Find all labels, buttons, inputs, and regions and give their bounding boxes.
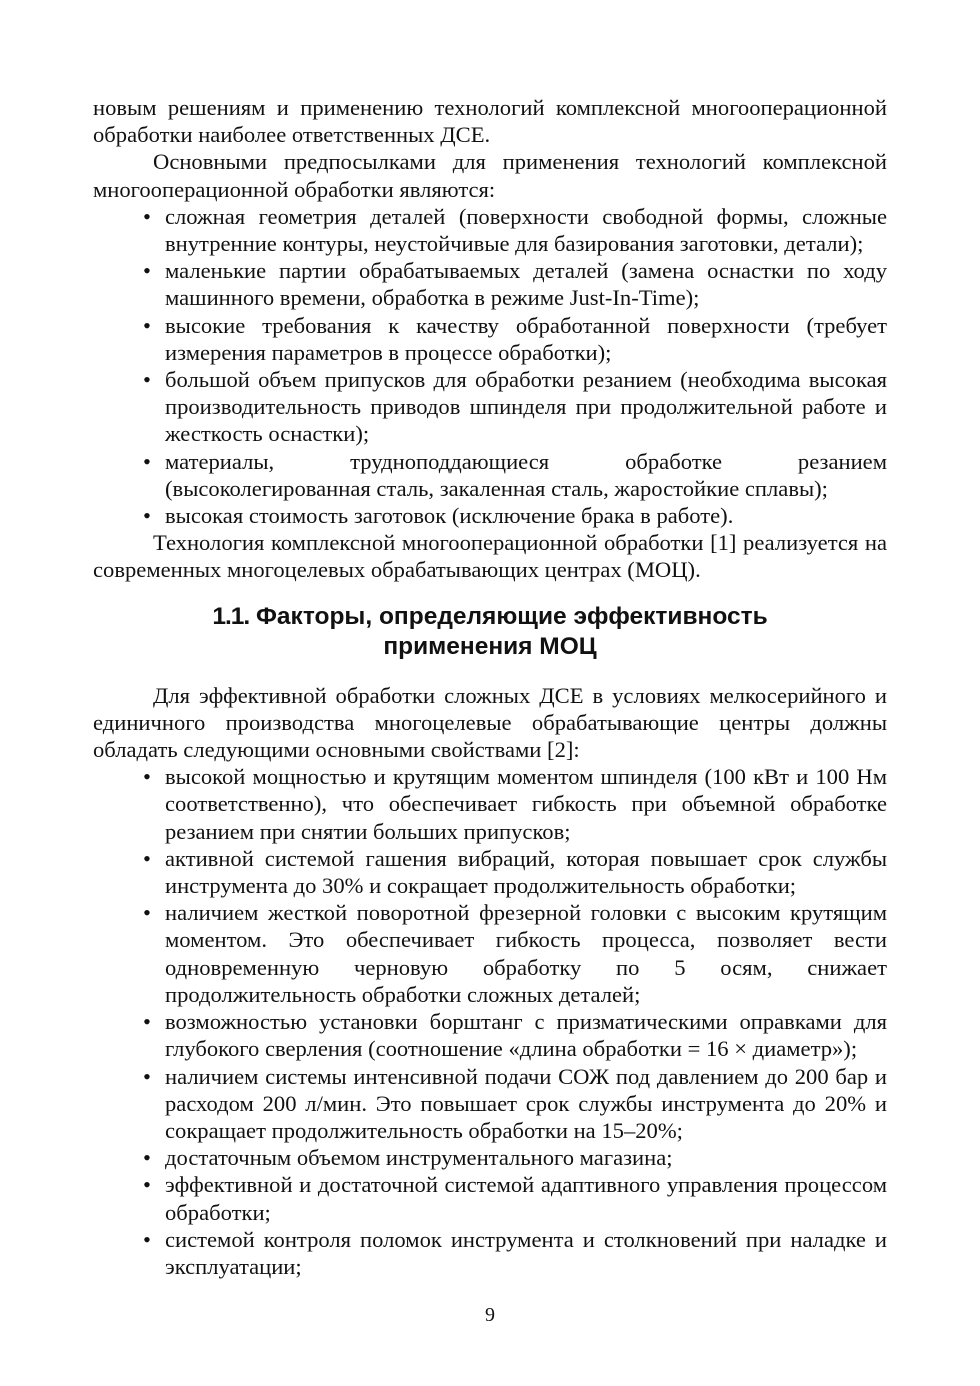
section-title-part1: Факторы, определяющие эффективность — [256, 602, 768, 630]
bullet-icon: • — [143, 258, 151, 284]
section-heading — [93, 602, 887, 662]
list-item — [93, 448, 887, 502]
list-item — [93, 312, 887, 366]
page-content — [93, 94, 887, 1280]
bullet-icon: • — [143, 900, 151, 926]
bullet-icon: • — [143, 845, 151, 871]
list-item-text: наличием системы интенсивной подачи СОЖ под давлением до 200 бар и расходом 200 л/мин. Это повышает срок службы инструмента до 20% и сокращает продолжительность обработки на 15–20%; — [165, 1063, 887, 1143]
list-item-text: наличием жесткой поворотной фрезерной головки с высоким крутящим моментом. Это обеспечивает гибкость процесса, позволяет вести одновременную черновую обработку по 5 осям, снижает продолжительность обработки сложных деталей; — [165, 900, 887, 1007]
section-heading-line1 — [93, 602, 887, 632]
bullet-icon: • — [143, 448, 151, 474]
list-item-text: сложная геометрия деталей (поверхности свободной формы, сложные внутренние контуры, неустойчивые для базирования заготовки, детали); — [165, 203, 887, 257]
list-item — [93, 1008, 887, 1062]
bullet-icon: • — [143, 1063, 151, 1089]
list-item-text: маленькие партии обрабатываемых деталей (замена оснастки по ходу машинного времени, обработка в режиме Just-In-Time); — [165, 258, 887, 311]
list-item — [93, 203, 887, 257]
list-item-text: системой контроля поломок инструмента и столкновений при наладке и эксплуатации; — [165, 1226, 887, 1279]
bullet-icon: • — [143, 1145, 151, 1171]
list-item — [93, 899, 887, 1008]
list-item-text: активной системой гашения вибраций, которая повышает срок службы инструмента до 30% и сокращает продолжительность обработки; — [165, 845, 887, 899]
paragraph-properties-intro: Для эффективной обработки сложных ДСЕ в условиях мелкосерийного и единичного производства многоцелевые обрабатывающие центры должны обладать следующими основными свойствами [2]: — [93, 682, 887, 763]
list-item-text: высокие требования к качеству обработанной поверхности (требует измерения параметров в процессе обработки); — [165, 312, 887, 365]
list-item-text: достаточным объемом инструментального магазина; — [165, 1145, 673, 1171]
list-item — [93, 1063, 887, 1145]
list-item — [93, 845, 887, 899]
paragraph-continuation: новым решениям и применению технологий комплексной многооперационной обработки наиболее ответственных ДСЕ. — [93, 95, 887, 148]
paragraph-technology: Технология комплексной многооперационной обработки [1] реализуется на современных многоцелевых обрабатывающих центрах (МОЦ). — [93, 530, 887, 583]
bullet-icon: • — [143, 312, 151, 338]
list-item — [93, 502, 887, 529]
list-item-text: высокой мощностью и крутящим моментом шпинделя (100 кВт и 100 Нм соответственно), что обеспечивает гибкость при объемной обработке резанием при снятии больших припусков; — [165, 764, 887, 844]
list-item — [93, 257, 887, 311]
list-item-text: возможностью установки борштанг с призматическими оправками для глубокого сверления (соотношение «длина обработки = 16 × диаметр»); — [165, 1009, 887, 1062]
list-item — [93, 366, 887, 448]
bullet-icon: • — [143, 367, 151, 393]
paragraph-preconditions-intro: Основными предпосылками для применения технологий комплексной многооперационной обработки являются: — [93, 149, 887, 202]
bullet-icon: • — [143, 1009, 151, 1035]
list-item — [93, 1144, 887, 1171]
section-number: 1.1. — [212, 602, 250, 630]
list-item-text: материалы, трудноподдающиеся обработке резанием (высоколегированная сталь, закаленная сталь, жаростойкие сплавы); — [165, 448, 887, 501]
bullet-icon: • — [143, 764, 151, 790]
list-item — [93, 1171, 887, 1225]
section-title-part2: применения МОЦ — [383, 632, 597, 660]
bullet-icon: • — [143, 1172, 151, 1198]
bullet-icon: • — [143, 203, 151, 229]
list-item-text: большой объем припусков для обработки резанием (необходима высокая производительность приводов шпинделя при продолжительной работе и жесткость оснастки); — [165, 367, 887, 447]
page-number: 9 — [485, 1304, 495, 1326]
bullet-icon: • — [143, 503, 151, 529]
list-item — [93, 1226, 887, 1280]
bullet-icon: • — [143, 1226, 151, 1252]
list-item-text: эффективной и достаточной системой адаптивного управления процессом обработки; — [165, 1172, 887, 1225]
list-item-text: высокая стоимость заготовок (исключение брака в работе). — [165, 503, 734, 529]
preconditions-list — [93, 203, 887, 529]
properties-list — [93, 763, 887, 1280]
list-item — [93, 763, 887, 845]
